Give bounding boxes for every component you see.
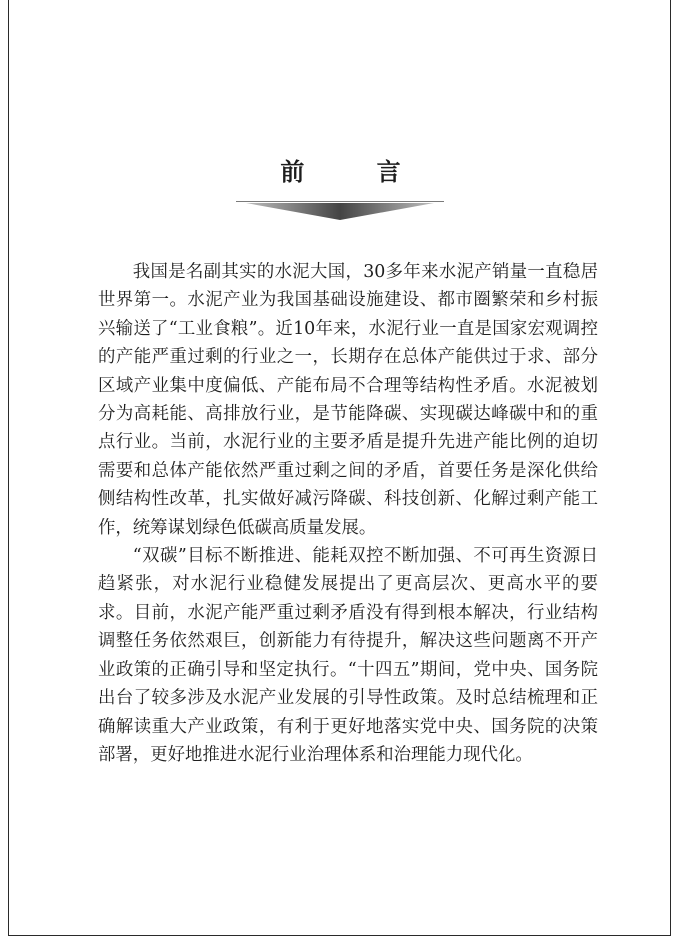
title-divider-line — [236, 201, 444, 202]
page-title: 前 言 — [280, 158, 433, 186]
preface-paragraph-2: “双碳”目标不断推进、能耗双控不断加强、不可再生资源日趋紧张，对水泥行业稳健发展提出了更高层次、更高水平的要求。目前，水泥产能严重过剩矛盾没有得到根本解决，行业结构调整任务依然艰巨，创新能力有待提升，解决这些问题离不开产业政策的正确引导和坚定执行。“十四五”期间，党中央、国务院出台了较多涉及水泥产业发展的引导性政策。及时总结梳理和正确解读重大产业政策，有利于更好地落实党中央、国务院的决策部署，更好地推进水泥行业治理体系和治理能力现代化。 — [98, 546, 598, 765]
title-ornament-arrow — [246, 203, 434, 221]
preface-paragraph-1: 我国是名副其实的水泥大国，30多年来水泥产销量一直稳居世界第一。水泥产业为我国基础设施建设、都市圈繁荣和乡村振兴输送了“工业食粮”。近10年来，水泥行业一直是国家宏观调控的产能严重过剩的行业之一，长期存在总体产能供过于求、部分区域产业集中度偏低、产能布局不合理等结构性矛盾。水泥被划分为高耗能、高排放行业，是节能降碳、实现碳达峰碳中和的重点行业。当前，水泥行业的主要矛盾是提升先进产能比例的迫切需要和总体产能依然严重过剩之间的矛盾，首要任务是深化供给侧结构性改革，扎实做好减污降碳、科技创新、化解过剩产能工作，统筹谋划绿色低碳高质量发展。 — [98, 262, 598, 538]
preface-body — [98, 258, 598, 769]
